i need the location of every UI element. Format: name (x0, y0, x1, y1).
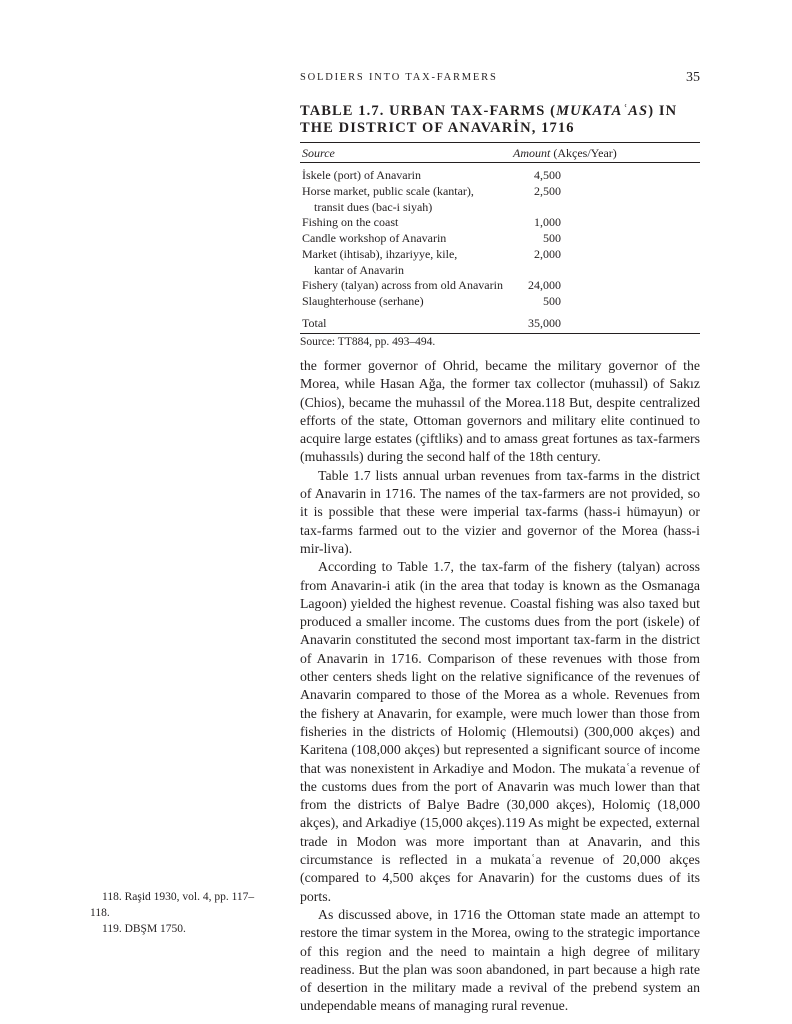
source-cell: İskele (port) of Anavarin (302, 168, 421, 182)
footnotes (90, 889, 265, 937)
caption-part2: ) IN THE DISTRICT OF ANAVARİN, 1716 (300, 103, 678, 136)
amount-cell: 4,500 (534, 168, 561, 182)
amount-cell: 500 (543, 294, 561, 308)
amount-cell: 2,000 (534, 247, 561, 261)
table-source-note: Source: TT884, pp. 493–494. (300, 336, 436, 348)
table-top-rule (300, 142, 700, 143)
table-bottom-rule (300, 333, 700, 334)
total-label: Total (302, 316, 327, 330)
table-caption (300, 103, 705, 137)
paragraph: According to Table 1.7, the tax-farm of the fishery (talyan) across from Anavarin-i atik (in the area that today is known as the Osmanaga Lagoon) yielded the highest revenue. Coastal fishing was also taxed but produced a smaller income. The customs dues from the port (iskele) of Anavarin constituted the second most important tax-farm in the district of Anavarin in 1716. Comparison of these revenues with those from other centers sheds light on the relative significance of the revenues of Anavarin compared to those of the Morea as a whole. Revenues from the fishery at Anavarin, for example, were much lower than those from fisheries in the districts of Holomiç (Hlemoutsi) (300,000 akçes) and Karitena (108,000 akçes) but represented a significant source of income that was nonexistent in Arkadiye and Modon. The mukataʿa revenue of the customs dues from the port of Anavarin was much lower than that from the districts of Balye Badre (30,000 akçes), Holomiç (18,000 akçes), and Arkadiye (15,000 akçes).119 As might be expected, external trade in Modon was more important than at Anavarin, and this circumstance is reflected in a mukataʿa revenue of 20,000 akçes (compared to 4,500 akçes for Anavarin) for the customs dues of its ports. (300, 559, 700, 904)
amount-cell: 24,000 (528, 278, 561, 292)
footnote-119: 119. DBŞM 1750. (102, 923, 186, 935)
table-header-rule (300, 162, 700, 163)
footnote-118: 118. Raşid 1930, vol. 4, pp. 117–118. (90, 891, 255, 919)
amount-cell: 500 (543, 231, 561, 245)
running-head: SOLDIERS INTO TAX-FARMERS (300, 72, 498, 83)
paragraph: As discussed above, in 1716 the Ottoman state made an attempt to restore the timar system in the Morea, owing to the strategic importance of this region and the need to maintain a high degree of military readiness. But the plan was soon abandoned, in part because a high rate of desertion in the military made a revival of the prebend system an undependable means of managing rural revenue. (300, 906, 700, 1014)
column-header-source: Source (302, 146, 335, 160)
body-text (300, 357, 700, 1016)
source-cell: Slaughterhouse (serhane) (302, 294, 424, 308)
source-cell: Fishing on the coast (302, 215, 399, 229)
page-number: 35 (686, 70, 700, 85)
caption-part1: TABLE 1.7. URBAN TAX-FARMS ( (300, 103, 557, 119)
total-amount: 35,000 (528, 316, 561, 330)
paragraph: the former governor of Ohrid, became the military governor of the Morea, while Hasan Ağa, the former tax collector (muhassıl) of Sakız (Chios), became the muhassıl of the Morea.118 But, despite centralized efforts of the state, Ottoman governors and military elite continued to acquire large estates (çiftliks) and to amass great fortunes as tax-farmers (muhassıls) during the second half of the 18th century. (300, 358, 700, 465)
source-cell: Candle workshop of Anavarin (302, 231, 447, 245)
source-cell: Market (ihtisab), ihzariyye, kile, kantar of Anavarin (302, 247, 458, 277)
source-cell: Fishery (talyan) across from old Anavarin (302, 278, 503, 292)
column-header-amount: Amount (Akçes/Year) (513, 146, 617, 160)
amount-cell: 1,000 (534, 215, 561, 229)
source-cell: Horse market, public scale (kantar), transit dues (bac-i siyah) (302, 184, 474, 214)
amount-cell: 2,500 (534, 184, 561, 198)
caption-italic: MUKATAʿAS (556, 103, 649, 119)
paragraph: Table 1.7 lists annual urban revenues from tax-farms in the district of Anavarin in 1716. The names of the tax-farmers are not provided, so it is possible that these were imperial tax-farms (hass-i hümayun) or tax-farms farmed out to the vizier and governor of the Morea (hass-i mir-liva). (300, 467, 700, 556)
